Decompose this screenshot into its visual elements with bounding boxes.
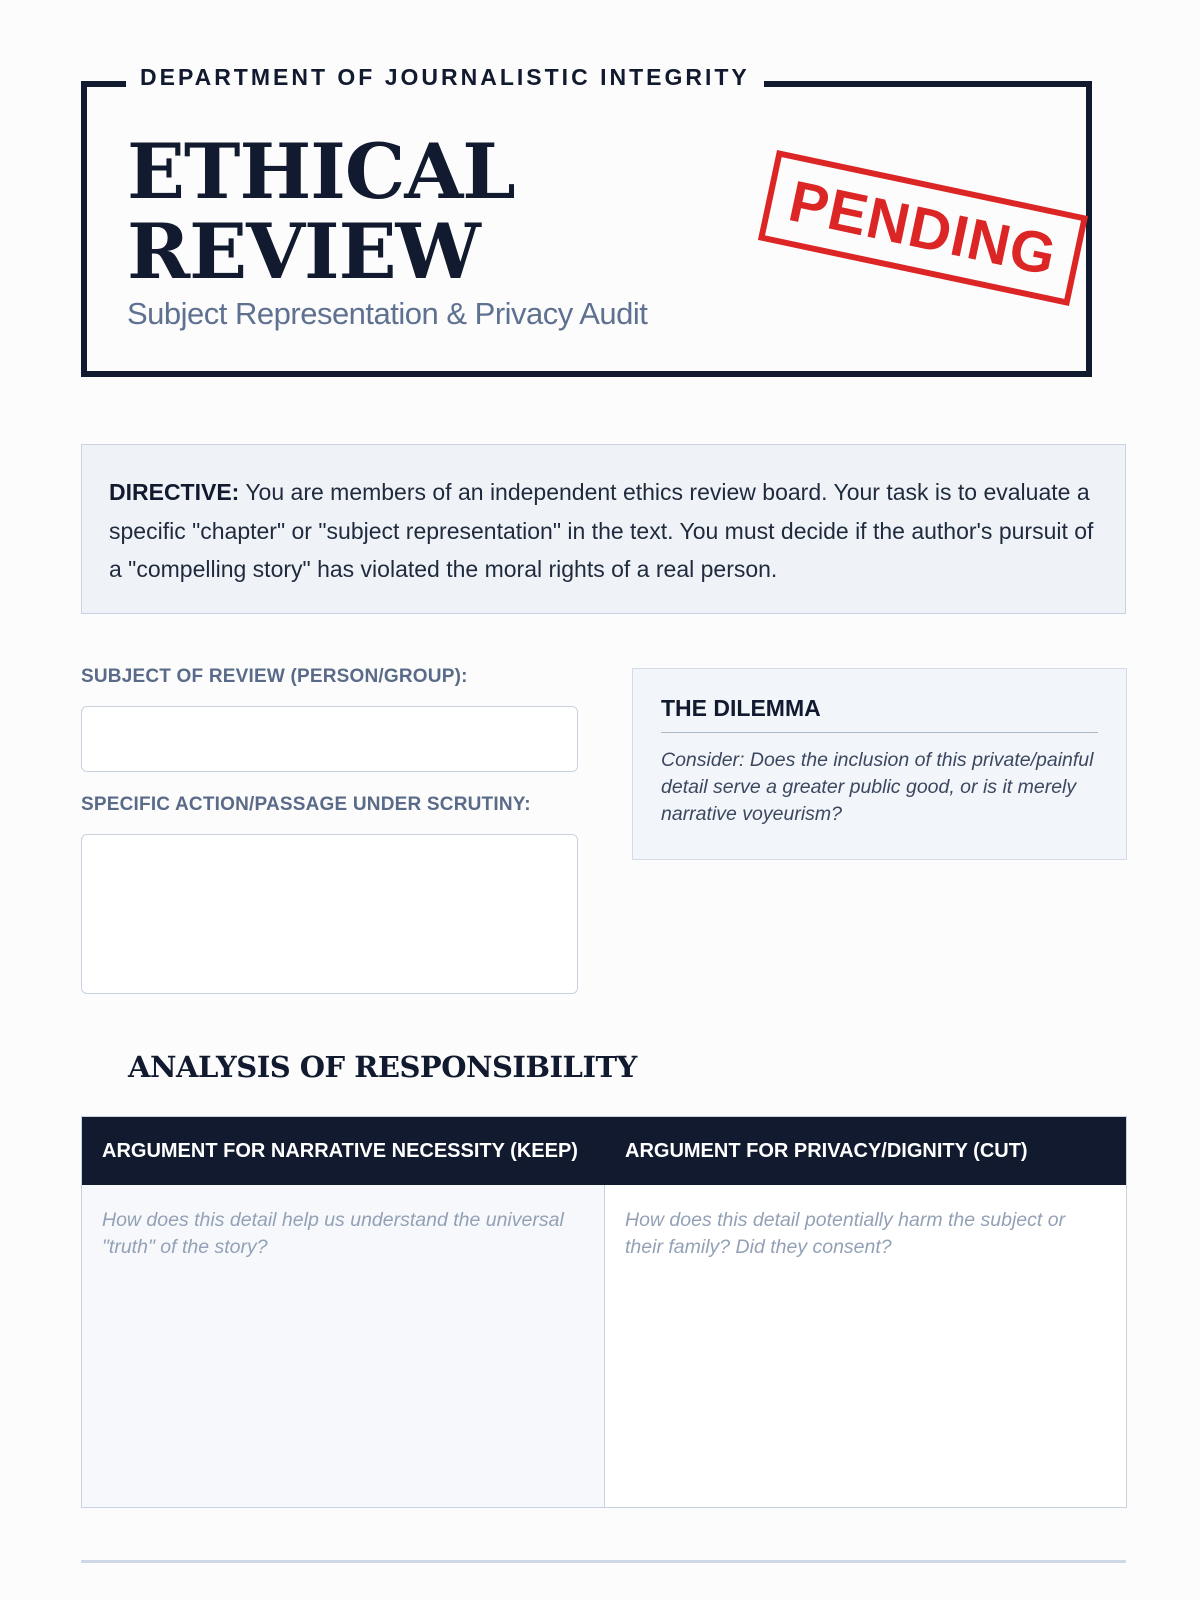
keep-column-header: ARGUMENT FOR NARRATIVE NECESSITY (KEEP) [102,1140,578,1162]
keep-argument-cell[interactable]: How does this detail help us understand the universal "truth" of the story? [82,1185,605,1507]
analysis-title: ANALYSIS OF RESPONSIBILITY [128,1050,637,1084]
bottom-divider [81,1560,1126,1563]
page-title [127,127,515,296]
directive-text: You are members of an independent ethics review board. Your task is to evaluate a specific "chapter" or "subject representation" in the text. You must decide if the author's pursuit of a "compelling story" has violated the moral rights of a real person. [109,479,1094,582]
directive-box [81,444,1126,614]
title-line-1: ETHICAL [127,127,515,216]
analysis-table [81,1116,1127,1508]
cut-column-header: ARGUMENT FOR PRIVACY/DIGNITY (CUT) [625,1140,1028,1162]
page-subtitle: Subject Representation & Privacy Audit [127,296,648,331]
directive-label: DIRECTIVE: [109,479,240,505]
cut-argument-cell[interactable]: How does this detail potentially harm the subject or their family? Did they consent? [605,1185,1126,1507]
dilemma-box [632,668,1127,860]
subject-label: SUBJECT OF REVIEW (PERSON/GROUP): [81,666,468,687]
dilemma-title: THE DILEMMA [661,695,1098,733]
passage-textarea[interactable] [81,834,578,994]
analysis-table-header [82,1117,1126,1185]
department-label: DEPARTMENT OF JOURNALISTIC INTEGRITY [126,62,764,92]
passage-label: SPECIFIC ACTION/PASSAGE UNDER SCRUTINY: [81,794,531,815]
dilemma-text: Consider: Does the inclusion of this private/painful detail serve a greater public good, or is it merely narrative voyeurism? [661,749,1094,825]
title-line-2: REVIEW [127,207,480,296]
subject-input[interactable] [81,706,578,772]
pending-stamp: PENDING [758,150,1088,306]
